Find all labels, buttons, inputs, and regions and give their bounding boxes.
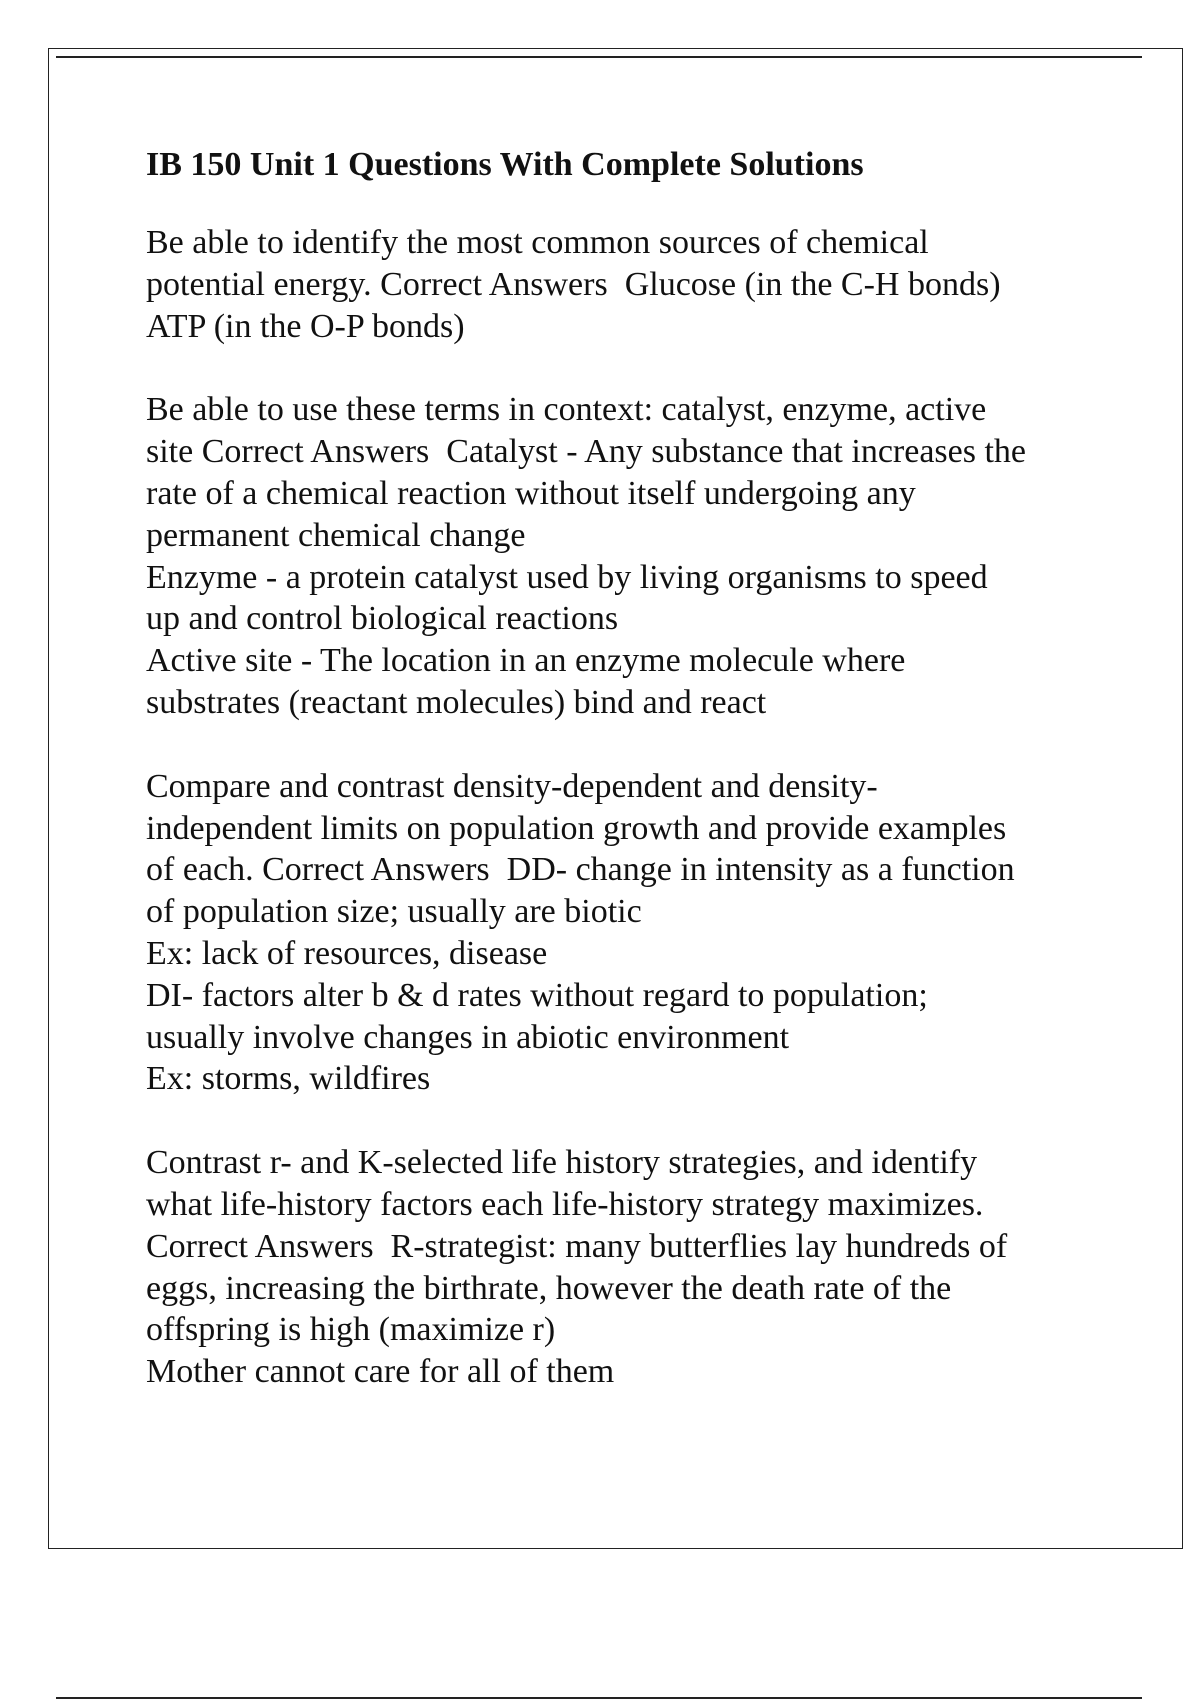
text-line: independent limits on population growth and provide examples xyxy=(146,809,1007,847)
document-body xyxy=(146,144,1106,1435)
text-line: what life-history factors each life-history strategy maximizes. xyxy=(146,1185,984,1223)
qa-block-chemical-energy xyxy=(146,222,1106,347)
top-rule xyxy=(56,56,1142,58)
text-line: offspring is high (maximize r) xyxy=(146,1311,556,1349)
text-line: rate of a chemical reaction without itself undergoing any xyxy=(146,474,916,512)
text-line: up and control biological reactions xyxy=(146,600,619,638)
document-title: IB 150 Unit 1 Questions With Complete Solutions xyxy=(146,146,864,183)
text-line: Active site - The location in an enzyme molecule where xyxy=(146,642,906,680)
qa-block-catalyst-enzyme xyxy=(146,389,1106,723)
text-line: eggs, increasing the birthrate, however the death rate of the xyxy=(146,1269,952,1307)
text-line: Be able to identify the most common sources of chemical xyxy=(146,224,929,261)
text-line: site Correct Answers Catalyst - Any substance that increases the xyxy=(146,433,1026,471)
text-line: permanent chemical change xyxy=(146,516,526,554)
text-line: Compare and contrast density-dependent and density- xyxy=(146,767,878,805)
text-line: Be able to use these terms in context: catalyst, enzyme, active xyxy=(146,391,987,429)
text-line: of each. Correct Answers DD- change in intensity as a function xyxy=(146,851,1015,889)
text-line: potential energy. Correct Answers Glucose (in the C-H bonds) xyxy=(146,265,1001,303)
text-line: Ex: storms, wildfires xyxy=(146,1060,431,1098)
text-line: Correct Answers R-strategist: many butterflies lay hundreds of xyxy=(146,1227,1008,1265)
bottom-rule xyxy=(56,1697,1142,1699)
text-line: DI- factors alter b & d rates without regard to population; xyxy=(146,976,928,1014)
text-line: Mother cannot care for all of them xyxy=(146,1353,615,1391)
text-line: substrates (reactant molecules) bind and react xyxy=(146,683,767,721)
qa-block-life-history xyxy=(146,1142,1106,1393)
text-line: Contrast r- and K-selected life history strategies, and identify xyxy=(146,1144,978,1182)
qa-block-density-limits xyxy=(146,766,1106,1100)
text-line: usually involve changes in abiotic environment xyxy=(146,1018,790,1056)
text-line: Ex: lack of resources, disease xyxy=(146,934,548,972)
text-line: of population size; usually are biotic xyxy=(146,893,642,931)
text-line: ATP (in the O-P bonds) xyxy=(146,307,465,345)
text-line: Enzyme - a protein catalyst used by living organisms to speed xyxy=(146,558,988,596)
